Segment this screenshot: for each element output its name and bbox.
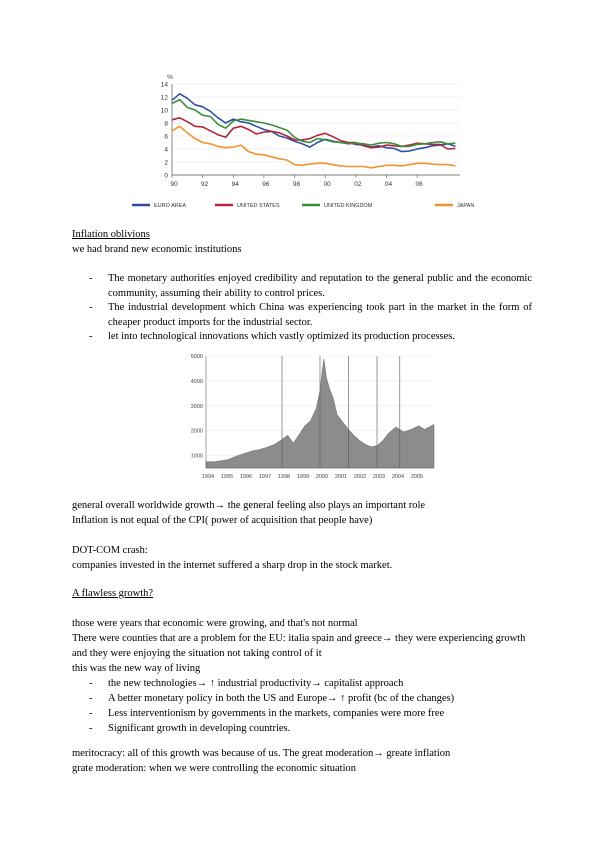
x-tick-label: 00	[323, 181, 331, 188]
y-tick-label: 6	[164, 133, 168, 141]
legend-label: UNITED KINGDOM	[324, 203, 373, 209]
y-tick-label: 12	[160, 94, 168, 102]
dotcom-title: DOT-COM crash:	[72, 545, 148, 556]
legend-label: UNITED STATES	[237, 203, 280, 209]
x-tick-label: 2003	[372, 474, 386, 480]
y-tick-label: 4000	[190, 378, 203, 385]
x-tick-label: 1995	[220, 474, 234, 480]
x-tick-label: 06	[415, 181, 423, 188]
x-tick-label: 1998	[277, 474, 291, 480]
list-item: - the new technologies→ ↑ industrial productivity→ capitalist approach	[89, 678, 404, 689]
y-tick-label: 2	[164, 159, 168, 167]
x-tick-label: 98	[292, 181, 301, 188]
x-tick-label: 2001	[334, 474, 348, 480]
para-meritocracy: meritocracy: all of this growth was because of us. The great moderation→ greate inflation	[72, 748, 451, 759]
legend-item	[215, 203, 280, 209]
y-tick-label: 4	[164, 146, 168, 154]
section-flawless-body	[72, 616, 542, 736]
y-tick-label: 5000	[190, 354, 203, 360]
list-item: - let into technological innovations which vastly optimized its production processes.	[89, 331, 456, 342]
section-flawless-growth	[72, 586, 532, 601]
x-tick-label: 2000	[315, 474, 329, 480]
y-tick-label: 1000	[190, 453, 203, 460]
para-countries: There were counties that are a problem for the EU: italia spain and greece→ they were experiencing growth and they were enjoying the situation not taking control of it	[72, 633, 526, 659]
dotcom-text: companies invested in the internet suffered a sharp drop in the stock market.	[72, 560, 393, 571]
legend-label: EURO AREA	[154, 203, 187, 209]
legend-label: JAPAN	[457, 203, 475, 209]
section-inflation	[72, 227, 532, 257]
section-dotcom	[72, 543, 532, 573]
list-item: - Less interventionism by governments in the markets, companies were more free	[89, 708, 445, 719]
para-moderation: grate moderation: when we were controlling the economic situation	[72, 763, 356, 774]
x-tick-label: 02	[354, 181, 362, 188]
intro-line: we had brand new economic institutions	[72, 244, 242, 255]
para-years: those were years that economic were growing, and that's not normal	[72, 618, 358, 629]
list-item: - Significant growth in developing countries.	[89, 723, 291, 734]
x-tick-label: 2004	[391, 474, 405, 480]
x-tick-label: 2002	[353, 474, 367, 480]
y-tick-label: 2000	[190, 428, 203, 435]
x-tick-label: 2005	[410, 474, 424, 480]
legend-item	[132, 203, 186, 209]
legend-item	[302, 203, 373, 209]
x-tick-label: 1996	[239, 474, 253, 480]
x-tick-label: 92	[201, 181, 209, 188]
para-growth: general overall worldwide growth→ the general feeling also plays an important role	[72, 500, 426, 511]
y-tick-label: 14	[160, 81, 168, 89]
stock-index-area-chart	[180, 346, 440, 484]
x-tick-label: 94	[231, 181, 239, 188]
x-tick-label: 04	[384, 181, 393, 188]
x-tick-label: 96	[262, 181, 270, 188]
list-item: - The industrial development which China was experiencing took part in the market in the form of cheaper product imports for the industrial sector.	[89, 302, 532, 328]
section-meritocracy	[72, 746, 542, 776]
inflation-line-chart	[150, 68, 475, 213]
y-tick-label: 0	[164, 172, 168, 180]
y-tick-label: 8	[164, 120, 168, 128]
x-tick-label: 1994	[201, 474, 215, 480]
x-tick-label: 1997	[258, 474, 272, 480]
list-item: - A better monetary policy in both the US and Europe→ ↑ profit (bc of the changes)	[89, 693, 455, 704]
section-growth	[72, 498, 532, 528]
list-item: - The monetary authorities enjoyed credibility and reputation to the general public and the economic community, assuming their ability to control prices.	[89, 273, 532, 299]
para-new-way: this was the new way of living	[72, 663, 201, 674]
heading-inflation-oblivions: Inflation oblivions	[72, 229, 150, 240]
para-cpi: Inflation is not equal of the CPI( power of acquisition that people have)	[72, 515, 373, 526]
bullet-list-1	[72, 272, 532, 345]
y-unit-label: %	[167, 74, 173, 81]
x-tick-label: 90	[170, 181, 178, 188]
legend-item	[435, 203, 474, 209]
y-tick-label: 10	[160, 107, 168, 115]
y-tick-label: 3000	[190, 403, 203, 410]
x-tick-label: 1999	[296, 474, 310, 480]
heading-flawless-growth: A flawless growth?	[72, 588, 154, 599]
